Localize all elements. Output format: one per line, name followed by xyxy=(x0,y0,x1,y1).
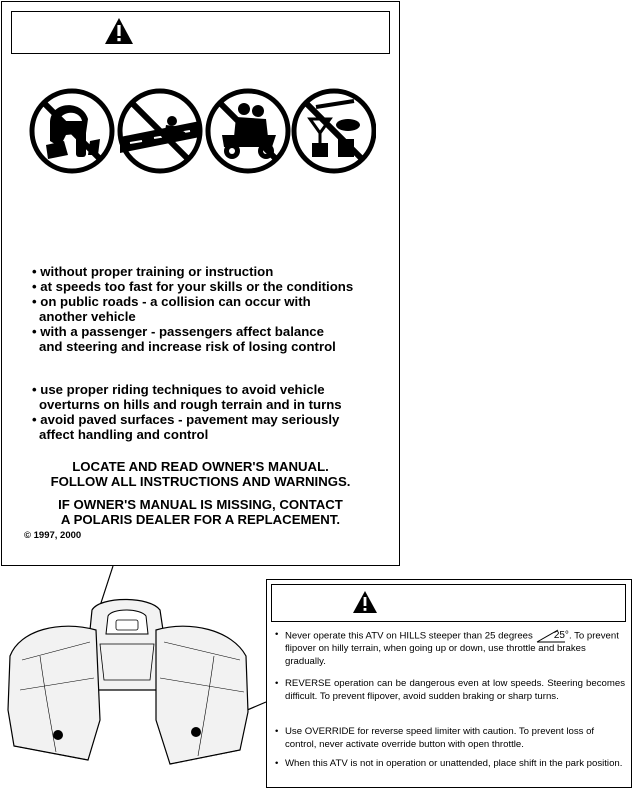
copyright: © 1997, 2000 xyxy=(24,530,82,541)
warning-triangle-icon xyxy=(352,590,378,614)
manual-line-2: FOLLOW ALL INSTRUCTIONS AND WARNINGS. xyxy=(50,474,351,489)
side-bullet-park: • When this ATV is not in operation or unattended, place shift in the park position. xyxy=(275,758,623,769)
missing-manual-line-1: IF OWNER'S MANUAL IS MISSING, CONTACT xyxy=(58,497,343,512)
side-warning-header xyxy=(271,584,626,622)
no-speed-road-icon xyxy=(120,91,200,171)
main-warning-label xyxy=(1,1,400,566)
bullet-speed: • at speeds too fast for your skills or the conditions xyxy=(32,279,354,294)
bullet-training: • without proper training or instruction xyxy=(32,264,274,279)
warning-header xyxy=(11,11,390,54)
hills-text-cont: . To prevent flipover on hilly terrain, when going up or down, use throttle and brakes gradually. xyxy=(285,630,619,667)
warning-triangle-icon xyxy=(104,17,134,45)
bullet-public-roads: • on public roads - a collision can occur with xyxy=(32,294,311,309)
atv-fender-illustration xyxy=(0,560,270,790)
side-bullet-reverse: • REVERSE operation can be dangerous even at low speeds. Steering becomes difficult. To prevent flipover, avoid sudden braking or sharp turns. xyxy=(275,678,625,702)
bullet-riding-techniques: • use proper riding techniques to avoid vehicle xyxy=(32,382,325,397)
missing-manual-line-2: A POLARIS DEALER FOR A REPLACEMENT. xyxy=(60,512,341,527)
side-warning-label xyxy=(266,579,632,788)
hills-text: Never operate this ATV on HILLS steeper than 25 degrees xyxy=(285,630,533,642)
bullet-passenger-cont: and steering and increase risk of losing control xyxy=(39,339,336,354)
bullet-riding-techniques-cont: overturns on hills and rough terrain and in turns xyxy=(39,397,342,412)
side-bullet-override: • Use OVERRIDE for reverse speed limiter with caution. To prevent loss of control, never activate override button with open throttle. xyxy=(275,726,595,750)
pictogram-row xyxy=(28,87,376,175)
no-helmet-icon xyxy=(32,91,112,171)
bullet-paved-surfaces-cont: affect handling and control xyxy=(39,427,209,442)
no-passenger-icon xyxy=(208,91,288,171)
bullet-public-roads-cont: another vehicle xyxy=(39,309,136,324)
manual-line-1: LOCATE AND READ OWNER'S MANUAL. xyxy=(72,459,329,474)
bullet-passenger: • with a passenger - passengers affect balance xyxy=(32,324,324,339)
no-drugs-alcohol-icon xyxy=(294,91,374,171)
side-bullet-hills: • Never operate this ATV on HILLS steeper than 25 degrees 25°. To prevent flipover on hilly terrain, when going up or down, use throttle and brakes gradually. xyxy=(275,629,619,667)
bullet-paved-surfaces: • avoid paved surfaces - pavement may seriously xyxy=(32,412,340,427)
hill-angle-label: 25° xyxy=(553,629,569,641)
